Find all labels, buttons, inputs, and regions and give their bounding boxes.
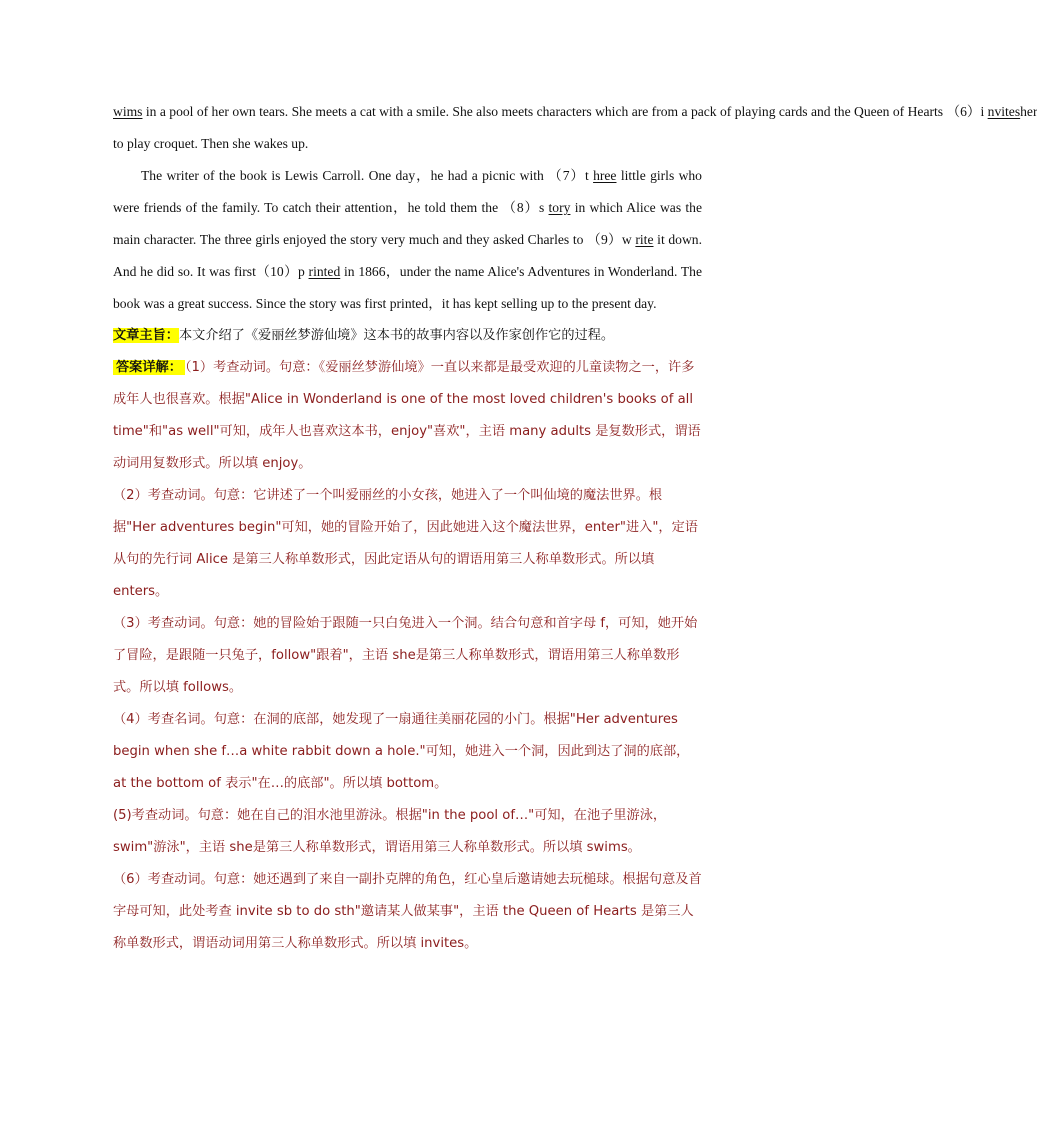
answer-text-4: （4）考查名词。句意：在洞的底部，她发现了一扇通往美丽花园的小门。根据"Her adventures begin when she f…a white rabbit down a hole."可知，她进入一个洞，因此到达了洞的底部，at the bottom of 表示"在…的底部"。所以填 bottom。 (113, 712, 690, 791)
answer-explanation-6 (113, 864, 702, 960)
answer-blank-9: rite (635, 232, 654, 247)
passage-paragraph-1 (113, 96, 1037, 160)
answer-text-3: （3）考查动词。句意：她的冒险始于跟随一只白兔进入一个洞。结合句意和首字母 f，可知，她开始了冒险，是跟随一只兔子，follow"跟着"，主语 she是第三人称单数形式，谓语用第三人称单数形式。所以填 follows。 (113, 616, 698, 695)
summary-label: 文章主旨： (113, 328, 179, 343)
summary-line (113, 320, 702, 352)
answer-text-5: (5)考查动词。句意：她在自己的泪水池里游泳。根据"in the pool of…"可知，在池子里游泳，swim"游泳"，主语 she是第三人称单数形式，谓语用第三人称单数形式。所以填 swims。 (113, 808, 667, 855)
passage-text: The writer of the book is Lewis Carroll. One day，he had a picnic with （7）t (141, 168, 594, 183)
page-content (113, 96, 1037, 960)
answer-explanation-5 (113, 800, 702, 864)
answer-explanation-2 (113, 480, 702, 608)
answer-explanation-3 (113, 608, 702, 704)
answer-blank-5: wims (113, 104, 143, 119)
answer-explanation-4 (113, 704, 702, 800)
answer-blank-6: nvites (987, 104, 1021, 119)
summary-text: 本文介绍了《爱丽丝梦游仙境》这本书的故事内容以及作家创作它的过程。 (178, 328, 615, 343)
answer-explanation-1 (113, 352, 702, 480)
answers-label: 答案详解： (113, 360, 185, 375)
answer-blank-10: rinted (308, 264, 341, 279)
answer-blank-8: tory (548, 200, 571, 215)
passage-text: in a pool of her own tears. She meets a cat with a smile. She also meets characters which are from a pack of playing cards and the Queen of Hearts （6）i (142, 104, 988, 119)
answer-text-6: （6）考查动词。句意：她还遇到了来自一副扑克牌的角色，红心皇后邀请她去玩槌球。根据句意及首字母可知，此处考查 invite sb to do sth"邀请某人做某事"，主语 the Queen of Hearts 是第三人称单数形式，谓语动词用第三人称单数形式。所以填 invites。 (113, 872, 702, 951)
passage-text: in which Alice was the main character. The three girls enjoyed the story very much and they asked Charles to （9）w (113, 200, 702, 247)
passage-paragraph-2 (113, 160, 702, 320)
answer-blank-7: hree (593, 168, 617, 183)
answer-text-2: （2）考查动词。句意：它讲述了一个叫爱丽丝的小女孩，她进入了一个叫仙境的魔法世界。根据"Her adventures begin"可知，她的冒险开始了，因此她进入这个魔法世界，enter"进入"，定语从句的先行词 Alice 是第三人称单数形式，因此定语从句的谓语用第三人称单数形式。所以填 enters。 (113, 488, 698, 599)
passage-text: her to play croquet. Then she wakes up. (113, 104, 1037, 151)
answer-text-1: （1）考查动词。句意：《爱丽丝梦游仙境》一直以来都是最受欢迎的儿童读物之一，许多成年人也很喜欢。根据"Alice in Wonderland is one of the most loved children's books of all time"和"as well"可知，成年人也喜欢这本书，enjoy"喜欢"，主语 many adults 是复数形式，谓语动词用复数形式。所以填 enjoy。 (113, 360, 701, 471)
passage-text: little girls who were friends of the family. To catch their attention，he told them the （8）s (113, 168, 702, 215)
passage-text: it down. And he did so. It was first（10）p (113, 232, 702, 279)
passage-text: in 1866，under the name Alice's Adventures in Wonderland. The book was a great success. Since the story was first printed，it has kept selling up to the present day. (113, 264, 702, 311)
